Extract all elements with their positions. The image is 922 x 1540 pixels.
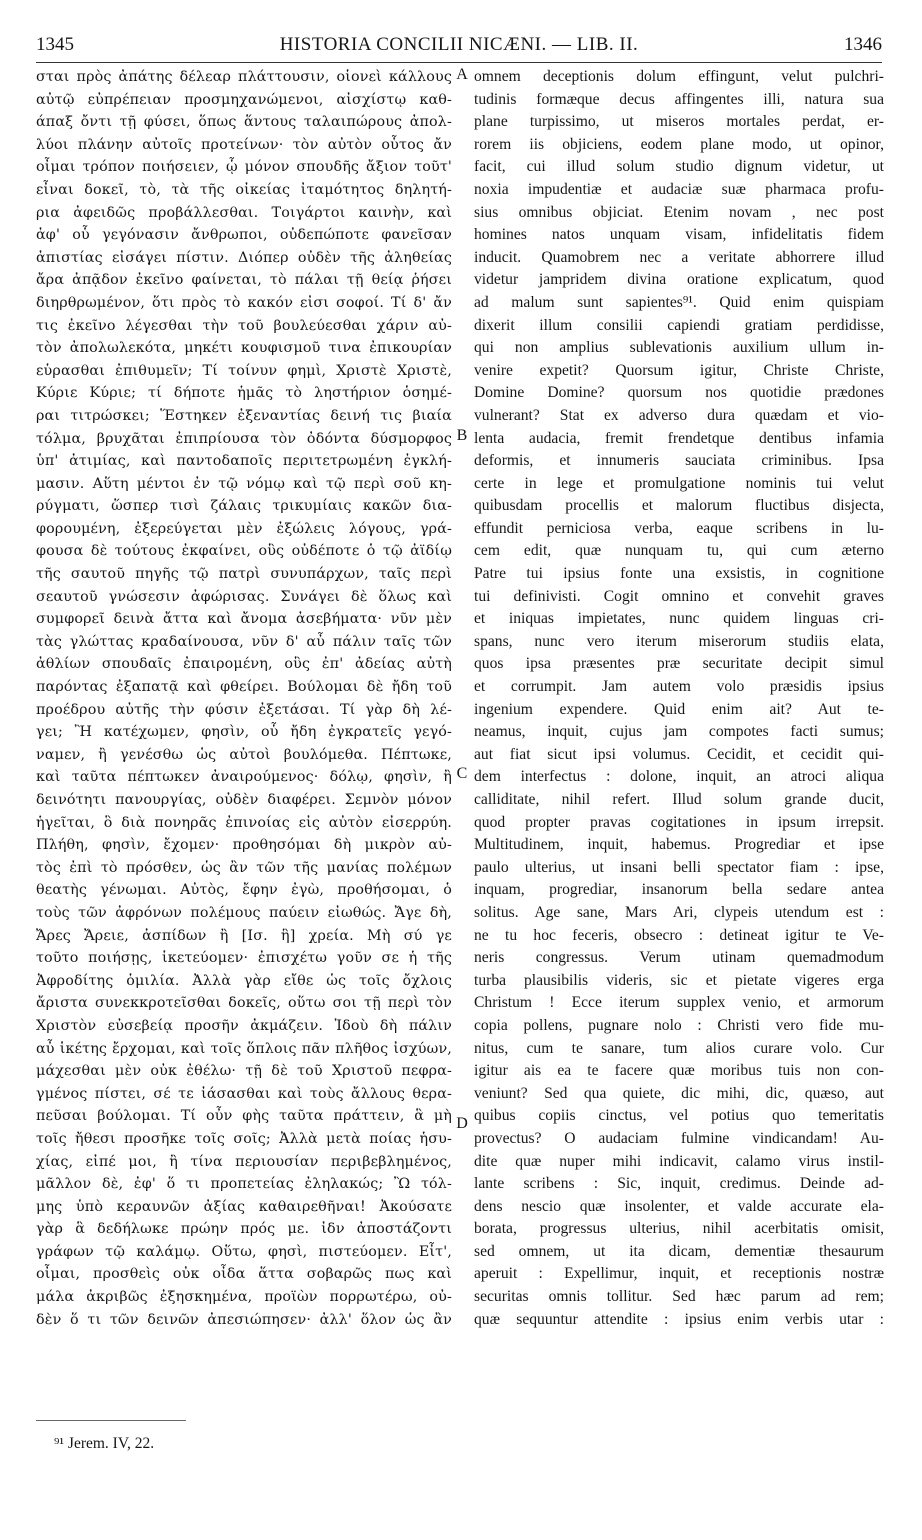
- greek-text-line: διηρθρωμένον, ὅτι πρὸς τὸ κακόν εἰσι σοφοί. Τί δ' ἄν: [36, 294, 452, 311]
- latin-text-line: effundit perniciosa verba, eaque scribens in lu-: [474, 519, 884, 537]
- greek-text-line: ἄριστα συνεκκροτεῖσθαι δοκεῖς, οὕτω σοι τῇ περὶ τὸν: [36, 995, 452, 1012]
- latin-text-line: certe in lege et promulgatione nominis tui velut: [474, 474, 884, 492]
- latin-text-line: igitur ais ea te facere quæ moribus tuis non con-: [474, 1062, 884, 1080]
- latin-text-line: Multitudinem, inquit, habemus. Progrediar et ipse: [474, 836, 884, 854]
- greek-text-line: οἶμαι τρόπον ποιήσειεν, ᾧ μόνον σπουδῆς ἄξιον τοῦτ': [36, 159, 452, 176]
- latin-text-line: neamus, inquit, cujus jam compotes facti sumus;: [474, 723, 884, 741]
- latin-text-line: solitus. Age sane, Mars Ari, clypeis utendum est :: [474, 903, 884, 921]
- latin-text-line: noxia impudentiæ et audaciæ suæ pharmaca profu-: [474, 180, 884, 198]
- greek-text-line: τόλμα, βρυχᾶται ἐπιπρίουσα τὸν ὀδόντα δύσμορφος: [36, 430, 452, 447]
- latin-text-line: nitus, cum te sanare, tum alios curare volo. Cur: [474, 1039, 884, 1057]
- greek-text-line: ἄρα ἀπᾷδον ἐκεῖνο φαίνεται, τὸ πάλαι τῇ θείᾳ ῥήσει: [36, 272, 452, 289]
- latin-text-line: aperuit : Expellimur, inquit, et receptionis nostræ: [474, 1265, 884, 1283]
- greek-text-line: εἶναι δοκεῖ, τὸ, τὰ τῆς οἰκείας ἰταμότητος δηλητή-: [36, 181, 452, 198]
- page-number-right: 1346: [844, 34, 882, 55]
- latin-text-line: lante scribens : Sic, inquit, credimus. Deinde ad-: [474, 1175, 884, 1193]
- latin-text-line: ne tu hoc feceris, obsecro : detineat igitur te Ve-: [474, 926, 884, 944]
- latin-text-line: provectus? O audaciam fulmine vindicandam! Au-: [474, 1129, 884, 1147]
- greek-text-line: Κύριε Κύριε; τί δήποτε ἡμᾶς τὸ ληστήριον ὁσημέ-: [36, 385, 452, 402]
- greek-text-line: προέδρου αὐτῆς τὴν φύσιν ἐξετάσαι. Τί γὰρ δὴ λέ-: [36, 701, 452, 718]
- latin-text-line: quos ipsa præsentes præ securitate decipit simul: [474, 655, 884, 673]
- greek-text-line: γὰρ ἃ δεδήλωκε πρώην πρός με. ἰδν ἀποστάζοντι: [36, 1221, 452, 1238]
- latin-text-line: dens nescio quæ insolenter, et valde accurate ela-: [474, 1197, 884, 1215]
- greek-text-line: Ἀφροδίτης ὁμιλία. Ἀλλὰ γὰρ εἴθε ὡς τοῖς ὄχλοις: [36, 972, 452, 989]
- greek-text-line: φορουμένη, ἐξερεύγεται μὲν ἐξώλεις λόγους, γρά-: [36, 520, 452, 537]
- page-number-left: 1345: [36, 34, 74, 55]
- latin-text-line: tui definivisti. Cogit omnino et convehit graves: [474, 587, 884, 605]
- greek-text-line: Πλήθη, φησὶν, ἔχομεν· προθησόμαι δὴ μικρὸν αὐ-: [36, 837, 452, 854]
- greek-text-line: λύοι πλάνην αὐτοῖς προτείνων· τὸν αὐτὸν οὗτος ἄν: [36, 136, 452, 153]
- greek-text-line: τὸς ἐπὶ τὸ πρόσθεν, ὡς ἂν τῶν τῆς μανίας πολέμων: [36, 859, 452, 876]
- section-marker-c: C: [456, 765, 468, 782]
- latin-text-line: Patre tui ipsius fonte una exsistis, in cognitione: [474, 565, 884, 583]
- section-marker-a: A: [456, 66, 468, 83]
- running-header: [36, 34, 882, 60]
- greek-text-line: παρόντας ἐξαπατᾷ καὶ φθείρει. Βούλομαι δὲ ἤδη τοῦ: [36, 679, 452, 696]
- latin-text-line: tudinis formæque decus affingentes illi, natura sua: [474, 90, 884, 108]
- latin-text-line: facit, cui illud solum studio dignum videtur, ut: [474, 158, 884, 176]
- greek-text-line: τῆς σαυτοῦ πηγῆς τῷ πατρὶ συνυπάρχων, ταῖς περὶ: [36, 566, 452, 583]
- latin-text-line: et iniquas impietates, nunc quidem linguas cri-: [474, 610, 884, 628]
- latin-text-line: plane turpissimo, ut miseros mortales perdat, er-: [474, 113, 884, 131]
- latin-text-line: venire expetit? Quorsum igitur, Christe Christe,: [474, 361, 884, 379]
- greek-text-line: τὰς γλώττας κραδαίνουσα, νῦν δ' αὖ πάλιν ταῖς τῶν: [36, 633, 452, 650]
- greek-text-line: χίας, εἰπέ μοι, ἢ τίνα περιουσίαν περιβεβλημένος,: [36, 1153, 452, 1170]
- greek-text-line: Χριστὸν εὐσεβείᾳ προσῆν ἀκμάζειν. Ἰδοὺ δὴ πάλιν: [36, 1017, 452, 1034]
- latin-text-line: omnem deceptionis dolum effingunt, velut pulchri-: [474, 68, 884, 85]
- greek-text-line: φουσα δὲ τούτους ἐκφαίνει, οὓς οὐδέποτε ὁ τῷ ἀϊδίῳ: [36, 543, 452, 560]
- greek-text-line: άπαξ ὄντι τῇ φύσει, ὅπως ἅντους ταλαιπώρους ἀπολ-: [36, 114, 452, 131]
- latin-text-line: dite quæ nuper mihi indicavit, calamo virus instil-: [474, 1152, 884, 1170]
- latin-text-line: quod propter pravas cogitationes in ipsum irrepsit.: [474, 813, 884, 831]
- greek-text-line: ἀφ' οὗ γεγόνασιν ἄνθρωποι, οὐδεπώποτε φανεῖσαν: [36, 227, 452, 244]
- latin-text-line: securitas omnis tollitur. Sed hæc parum ad rem;: [474, 1288, 884, 1306]
- greek-text-line: πεῦσαι βούλομαι. Τί οὖν φὴς ταῦτα πράττειν, ἃ μὴ: [36, 1108, 452, 1125]
- running-title: HISTORIA CONCILII NICÆNI. — LIB. II.: [279, 34, 639, 55]
- section-marker-d: D: [456, 1115, 468, 1132]
- latin-text-line: quæ sequuntur attendite : ipsius enim verbis utar :: [474, 1310, 884, 1328]
- latin-text-line: borata, progressus ulterius, nihil acerbitatis omisit,: [474, 1220, 884, 1238]
- latin-text-line: aut fiat sicut ipsi volumus. Cecidit, et cecidit qui-: [474, 745, 884, 763]
- greek-text-line: ὑπ' ἀτιμίας, καὶ παντοδαποῖς περιτετρωμένη ἐγκλή-: [36, 453, 452, 470]
- latin-text-line: quibus copiis cinctus, vel potius quo temeritatis: [474, 1107, 884, 1125]
- latin-text-line: dixerit illum consilii capiendi gratiam perdidisse,: [474, 316, 884, 334]
- latin-text-line: calliditate, nihil refert. Illud solum grande ducit,: [474, 791, 884, 808]
- latin-text-line: turba plausibilis videris, sic et pietate vigeres erga: [474, 971, 884, 989]
- greek-text-line: μασιν. Αὕτη μέντοι ἐν τῷ νόμῳ καὶ τῷ περὶ σοῦ κη-: [36, 475, 452, 492]
- latin-text-line: vulnerant? Stat ex adverso dura quædam et vio-: [474, 406, 884, 424]
- latin-text-line: paulo ulterius, ut insani belli spectator fiam : ipse,: [474, 858, 884, 876]
- greek-text-line: μης ὑπὸ κεραυνῶν ἀξίας καθαιρεθῆναι! Ἀκούσατε: [36, 1198, 452, 1215]
- latin-text-line: lenta audacia, fremit frendetque dentibus infamia: [474, 429, 884, 447]
- greek-text-line: εὑρασθαι ἐπιθυμεῖν; Τί τοίνυν φημὶ, Χριστὲ Χριστὲ,: [36, 362, 452, 379]
- greek-text-line: ναμεν, ἢ γενέσθω ὡς αὐτοὶ βουλόμεθα. Πέπτωκε,: [36, 746, 452, 763]
- latin-text-line: homines natos unquam visam, infidelitatis fidem: [474, 226, 884, 244]
- latin-text-line: rorem iis objiciens, eodem plane modo, ut opinor,: [474, 135, 884, 153]
- greek-text-line: δὲν ὅ τι τῶν δεινῶν ἀπεσιώπησεν· ἀλλ' ὅλον ὡς ἂν: [36, 1311, 452, 1328]
- greek-text-line: ἀθλίων σπουδαῖς ἐπαιρομένη, οὓς ἐπ' ἀδείας αὐτὴ: [36, 656, 452, 673]
- greek-text-line: ρύγματι, ὥσπερ τισὶ ζάλαις τρικυμίαις κακῶν δια-: [36, 498, 452, 515]
- latin-column: [474, 66, 884, 1331]
- latin-text-line: inquam, progrediar, insanorum bella sedare antea: [474, 881, 884, 899]
- greek-text-line: δεινότητι πανουργίας, οὐδὲν διαφέρει. Σεμνὸν μόνον: [36, 792, 452, 808]
- latin-text-line: videtur jampridem divina oratione explicatum, quod: [474, 271, 884, 289]
- footnote: ⁹¹ Jerem. IV, 22.: [54, 1435, 155, 1452]
- greek-text-line: τὸν ἀπολωλεκότα, μηκέτι κουφισμοῦ τινα ἐπικουρίαν: [36, 340, 452, 357]
- latin-text-line: neris congressus. Verum utinam quemadmodum: [474, 949, 884, 967]
- greek-text-line: γράφων τῷ καλάμῳ. Οὕτω, φησὶ, πιστεύομεν. Εἶτ',: [36, 1243, 452, 1260]
- greek-text-line: Ἄρες Ἄρειε, ἀσπίδων ἢ [Ισ. ἣ] χρεία. Μὴ σύ γε: [36, 927, 452, 944]
- latin-text-line: Domine Domine? quorsum nos quotidie prædones: [474, 384, 884, 402]
- greek-text-line: ἀπιστίας εἰσάγει πίστιν. Διόπερ οὐδὲν τῆς ἀληθείας: [36, 249, 452, 266]
- latin-text-line: spans, nunc vero iterum miserorum studiis elata,: [474, 632, 884, 650]
- section-marker-b: B: [456, 427, 468, 444]
- greek-text-line: θεατὴς γένωμαι. Αὐτὸς, ἔφην ἐγὼ, προθήσομαι, ὁ: [36, 882, 452, 899]
- greek-text-line: τοῖς ἤθεσι προσῆκε τοῖς σοῖς; Ἀλλὰ μετὰ ποίας ἡσυ-: [36, 1130, 452, 1147]
- greek-text-line: σται πρὸς ἀπάτης δέλεαρ πλάττουσιν, οἱονεὶ κάλλους: [36, 69, 452, 85]
- greek-text-line: μᾶλλον δὲ, ἐφ' ὅ τι προπετείας ἐληλακώς; Ὢ τόλ-: [36, 1176, 452, 1193]
- greek-text-line: τοὺς τῶν ἀφρόνων πολέμους παύειν εἰωθώς. Ἄγε δὴ,: [36, 904, 452, 921]
- latin-text-line: quibusdam procellis et malorum fluctibus disjecta,: [474, 497, 884, 515]
- latin-text-line: deformis, et innumeris sauciata criminibus. Ipsa: [474, 452, 884, 470]
- latin-text-line: copia pollens, pugnare nolo : Christi vero fide mu-: [474, 1016, 884, 1034]
- latin-text-line: inducit. Quamobrem nec a veritate abhorrere illud: [474, 248, 884, 266]
- latin-text-line: qui non amplius sublevationis auxilium ullum in-: [474, 339, 884, 357]
- greek-text-line: μάχεσθαι μὲν οὐκ ἐθέλω· τῇ δὲ τοῦ Χριστοῦ πεφρα-: [36, 1063, 452, 1080]
- greek-column: [36, 66, 452, 1331]
- greek-text-line: τοῦτο ποιήσῃς, ἱκετεύομεν· ἐπισχέτω γοῦν σε ἡ τῆς: [36, 950, 452, 967]
- greek-text-line: συμφορεῖ δεινὰ ἄττα καὶ ἄνομα ἀσεβήματα· νῦν μὲν: [36, 611, 452, 628]
- latin-text-line: cem edit, quæ nunquam tu, qui cum æterno: [474, 542, 884, 560]
- greek-text-line: γμένος πίστει, σέ τε ἰάσασθαι καὶ τοὺς ἄλλους θερα-: [36, 1085, 452, 1102]
- greek-text-line: αὐτῷ εὐπρέπειαν προσμηχανώμενοι, αἰσχίστῳ καθ-: [36, 91, 452, 108]
- greek-text-line: ἡγεῖται, ὃ διὰ πονηρᾶς ἐπινοίας εἰς αὐτὸν εἰσερρύη.: [36, 814, 452, 831]
- greek-text-line: σεαυτοῦ γνώσεσιν ἀφώρισας. Συνάγει δὲ ὅλως καὶ: [36, 588, 452, 605]
- header-rule: [36, 62, 882, 63]
- latin-text-line: ad malum sunt sapientes⁹¹. Quid enim quispiam: [474, 293, 884, 311]
- greek-text-line: ραι τιτρώσκει; Ἕστηκεν ἐξεναντίας δεινή τις βιαία: [36, 407, 452, 424]
- greek-text-line: τις ἐκεῖνο λέγεσθαι τὴν τοῦ βουλεύεσθαι χάριν αὐ-: [36, 317, 452, 334]
- latin-text-line: sius omnibus objiciat. Etenim novam , nec post: [474, 203, 884, 221]
- latin-text-line: sed omnem, ut ita dicam, dementiæ thesaurum: [474, 1242, 884, 1260]
- greek-text-line: μάλα ἀκριβῶς ἐξησκημένα, προϊὼν πορρωτέρω, οὐ-: [36, 1289, 452, 1306]
- latin-text-line: veniunt? Sed qua quiete, dic mihi, dic, quæso, aut: [474, 1084, 884, 1102]
- greek-text-line: ρια ἀφειδῶς προβάλλεσθαι. Τοιγάρτοι καινὴν, καὶ: [36, 204, 452, 221]
- greek-text-line: γει; Ἢ κατέχωμεν, φησὶν, οὗ ἤδη ἐγκρατεῖς γεγό-: [36, 724, 452, 741]
- latin-text-line: dem interfectus : dolone, inquit, an atroci aliqua: [474, 768, 884, 786]
- greek-text-line: αὖ ἱκέτης ἔρχομαι, καὶ τοῖς ὅπλοις πᾶν πλῆθος ἰσχύων,: [36, 1040, 452, 1057]
- greek-text-line: οἶμαι, προσθεὶς οὐκ οἶδα ἅττα σοβαρῶς πως καὶ: [36, 1266, 452, 1283]
- latin-text-line: Christum ! Ecce iterum supplex venio, et armorum: [474, 994, 884, 1012]
- footnote-rule: [36, 1420, 186, 1421]
- latin-text-line: et corrumpit. Jam autem volo præsidis ipsius: [474, 678, 884, 696]
- greek-text-line: καὶ ταῦτα πέπτωκεν ἀναιρούμενος· δόλῳ, φησὶν, ἢ: [36, 769, 452, 786]
- latin-text-line: ingenium expendere. Quid enim ait? Aut te-: [474, 700, 884, 718]
